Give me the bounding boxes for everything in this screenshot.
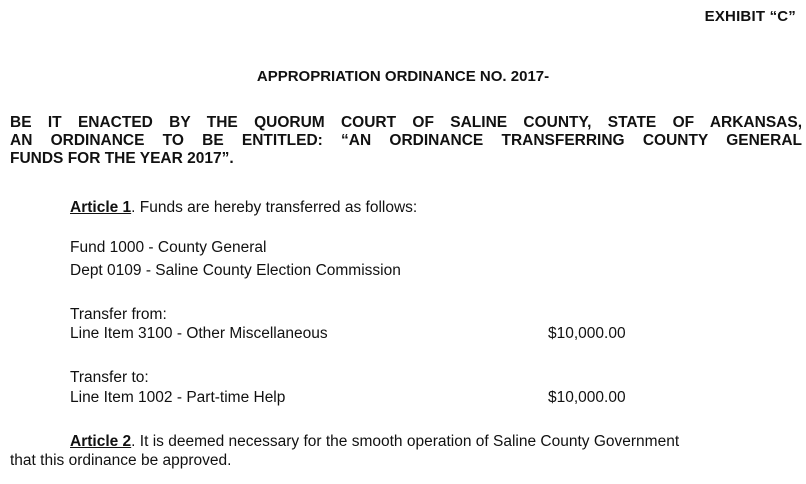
transfer-from-amount: $10,000.00	[548, 325, 626, 342]
article-2-text-line-1: . It is deemed necessary for the smooth operation of Saline County Government	[131, 433, 680, 450]
fund-line: Fund 1000 - County General	[70, 239, 267, 256]
transfer-to-amount: $10,000.00	[548, 389, 626, 406]
ordinance-title: APPROPRIATION ORDINANCE NO. 2017-	[256, 68, 550, 85]
article-2-heading: Article 2	[70, 433, 132, 450]
transfer-from-line-item: Line Item 3100 - Other Miscellaneous	[70, 325, 328, 342]
dept-line: Dept 0109 - Saline County Election Commission	[70, 262, 401, 279]
exhibit-label: EXHIBIT “C”	[704, 8, 796, 25]
article-1-heading: Article 1	[70, 199, 132, 216]
transfer-to-line-item: Line Item 1002 - Part-time Help	[70, 389, 286, 406]
enactment-line-2: AN ORDINANCE TO BE ENTITLED: “AN ORDINANCE TRANSFERRING COUNTY GENERAL	[10, 132, 802, 149]
article-2-text-line-2: that this ordinance be approved.	[10, 452, 232, 469]
transfer-to-label: Transfer to:	[70, 369, 149, 386]
enactment-line-1: BE IT ENACTED BY THE QUORUM COURT OF SALINE COUNTY, STATE OF ARKANSAS,	[10, 114, 802, 131]
enactment-line-3: FUNDS FOR THE YEAR 2017”.	[10, 150, 234, 167]
article-2-line-1	[10, 432, 802, 451]
article-1-text: . Funds are hereby transferred as follows:	[131, 199, 418, 216]
enactment-clause	[10, 114, 802, 168]
transfer-from-label: Transfer from:	[70, 306, 167, 323]
article-1-intro	[70, 198, 417, 217]
article-2	[10, 432, 802, 470]
